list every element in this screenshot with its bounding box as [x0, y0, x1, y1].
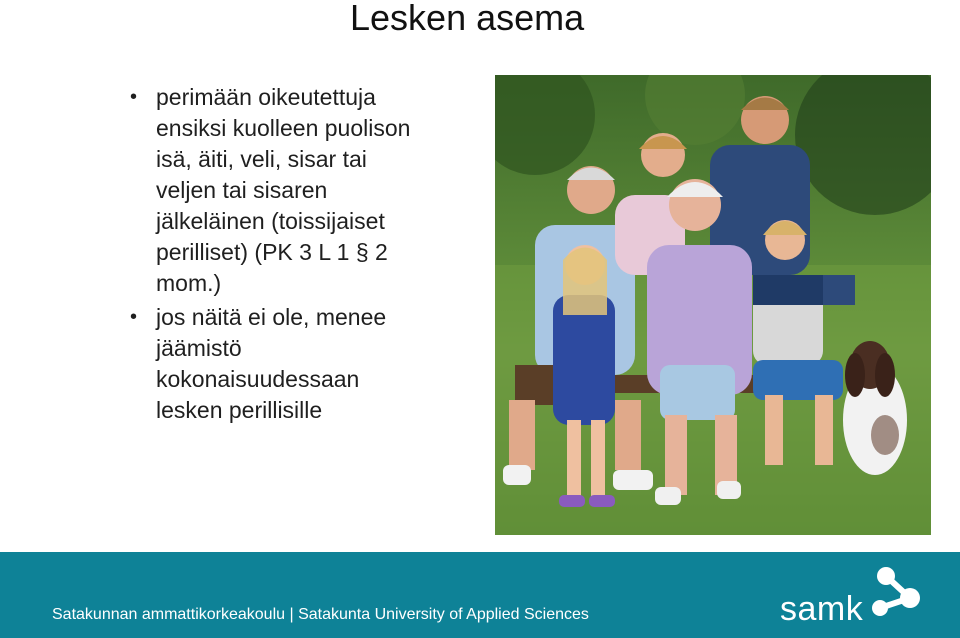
bullet-text: jos näitä ei ole, menee jäämistö kokonaisuudessaan lesken perillisille: [156, 304, 387, 423]
bullet-text: perimään oikeutettuja ensiksi kuolleen puolison isä, äiti, veli, sisar tai veljen tai sisaren jälkeläinen (toissijaiset perilliset) (PK 3 L 1 § 2 mom.): [156, 84, 411, 296]
samk-logo-text: samk: [780, 590, 864, 628]
slide-title: Lesken asema: [350, 0, 585, 38]
samk-logo-icon: [866, 566, 926, 618]
bullet-item: [130, 302, 470, 426]
footer-text: Satakunnan ammattikorkeakoulu | Satakunta University of Applied Sciences: [52, 606, 589, 623]
bullet-list: [130, 82, 470, 429]
family-photo: [495, 75, 931, 535]
bullet-icon: •: [130, 306, 138, 328]
family-photo-illustration: [495, 75, 931, 535]
bullet-item: [130, 82, 470, 299]
bullet-icon: •: [130, 86, 138, 108]
